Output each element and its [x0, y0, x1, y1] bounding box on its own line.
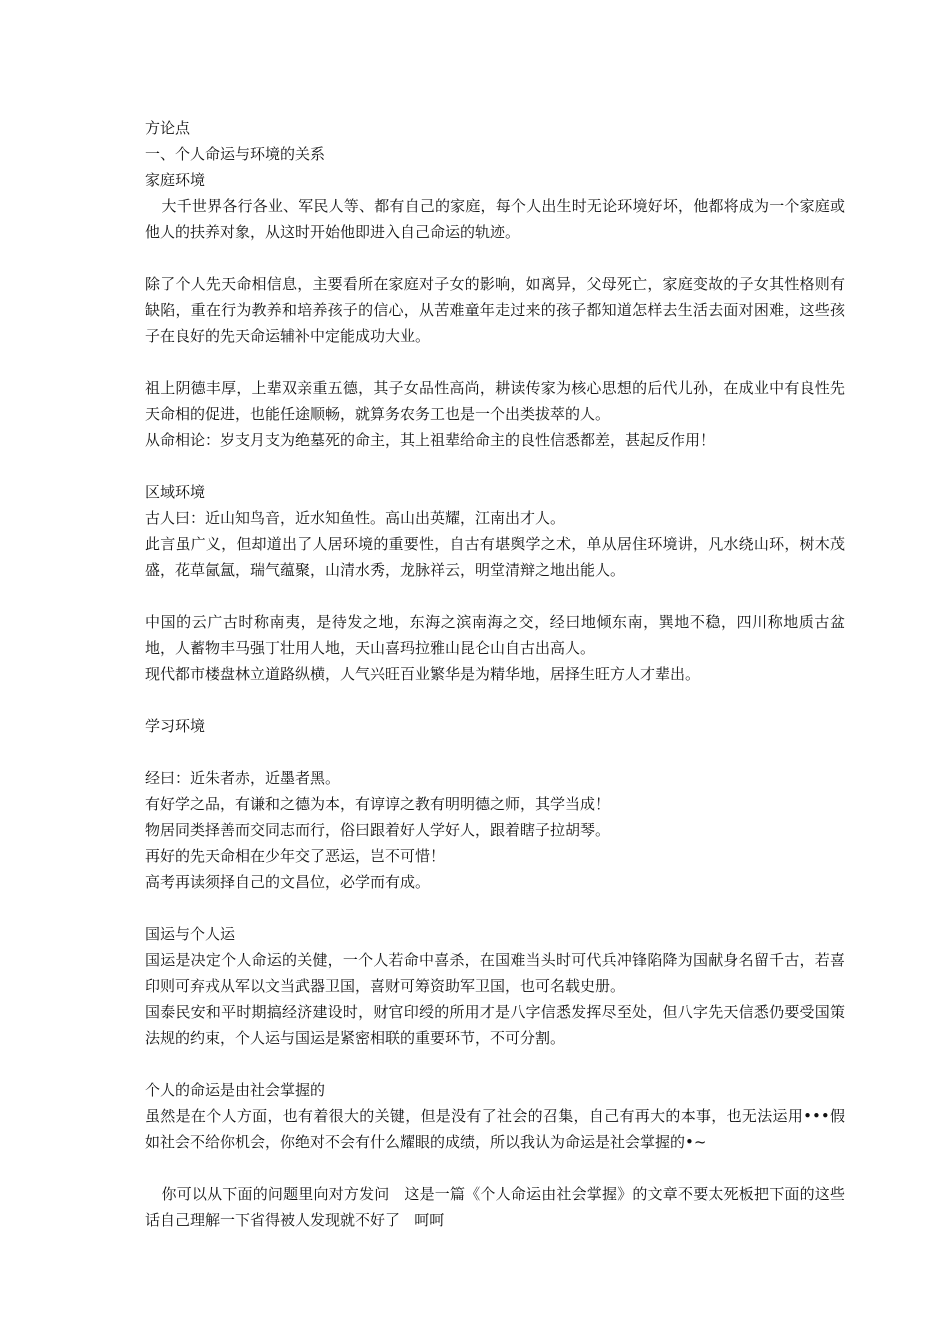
society-paragraph-1: 虽然是在个人方面，也有着很大的关键，但是没有了社会的召集，自己有再大的本事，也无法运用•••假如社会不给你机会，你绝对不会有什么耀眼的成绩，所以我认为命运是社会掌握的•~ — [145, 1107, 845, 1151]
region-paragraph-2: 此言虽广义，但却道出了人居环境的重要性，自古有堪舆学之术，单从居住环境讲，凡水绕山环，树木茂盛，花草氤氲，瑞气蕴聚，山清水秀，龙脉祥云，明堂清辩之地出能人。 — [145, 535, 845, 579]
spacer — [145, 1155, 845, 1181]
study-line-2: 有好学之品，有谦和之德为本，有谆谆之教有明明德之师，其学当成！ — [145, 795, 611, 813]
nation-paragraph-1: 国运是决定个人命运的关健，一个人若命中喜杀，在国难当头时可代兵冲锋陷降为国献身名留千古，若喜印则可弃戎从军以文当武器卫国，喜财可筹资助军卫国，也可名载史册。 — [145, 951, 845, 995]
region-paragraph-3: 中国的云广古时称南夷，是待发之地，东海之滨南海之交，经曰地倾东南，巽地不稳，四川称地质古盆地，人蓄物丰马强丁壮用人地，天山喜玛拉雅山昆仑山自古出高人。 — [145, 613, 845, 657]
study-line-1: 经曰：近朱者赤，近墨者黑。 — [145, 769, 341, 787]
document-heading: 方论点 — [145, 119, 191, 137]
closing-note: 你可以从下面的问题里向对方发问 这是一篇《个人命运由社会掌握》的文章不要太死板把下面的这些话自己理解一下省得被人发现就不好了 呵呵 — [145, 1185, 845, 1229]
spacer — [145, 349, 845, 375]
spacer — [145, 739, 845, 765]
family-paragraph-4: 从命相论：岁支月支为绝墓死的命主，其上祖辈给命主的良性信悉都差，甚起反作用！ — [145, 431, 716, 449]
subsection-title-study: 学习环境 — [145, 717, 206, 735]
subsection-title-family: 家庭环境 — [145, 171, 206, 189]
spacer — [145, 245, 845, 271]
spacer — [145, 583, 845, 609]
spacer — [145, 895, 845, 921]
spacer — [145, 687, 845, 713]
region-paragraph-1: 古人曰：近山知鸟音，近水知鱼性。高山出英耀，江南出才人。 — [145, 509, 566, 527]
family-paragraph-3: 祖上阴德丰厚，上辈双亲重五德，其子女品性高尚，耕读传家为核心思想的后代儿孙，在成业中有良性先天命相的促进，也能任途顺畅，就算务农务工也是一个出类拔萃的人。 — [145, 379, 845, 423]
document-body — [145, 115, 845, 1233]
subsection-title-society: 个人的命运是由社会掌握的 — [145, 1081, 326, 1099]
family-paragraph-1: 大千世界各行各业、军民人等、都有自己的家庭，每个人出生时无论环境好坏，他都将成为一个家庭或他人的扶养对象，从这时开始他即进入自己命运的轨迹。 — [145, 197, 845, 241]
subsection-title-region: 区域环境 — [145, 483, 206, 501]
subsection-title-nation: 国运与个人运 — [145, 925, 236, 943]
region-paragraph-4: 现代都市楼盘林立道路纵横，人气兴旺百业繁华是为精华地，居择生旺方人才辈出。 — [145, 665, 701, 683]
study-line-4: 再好的先天命相在少年交了恶运，岂不可惜！ — [145, 847, 446, 865]
spacer — [145, 453, 845, 479]
study-line-5: 高考再读须择自己的文昌位，必学而有成。 — [145, 873, 431, 891]
study-line-3: 物居同类择善而交同志而行，俗曰跟着好人学好人，跟着瞎子拉胡琴。 — [145, 821, 611, 839]
nation-paragraph-2: 国泰民安和平时期搞经济建设时，财官印绶的所用才是八字信悉发挥尽至处，但八字先天信悉仍要受国策法规的约束，个人运与国运是紧密相联的重要环节，不可分割。 — [145, 1003, 845, 1047]
section-title: 一、个人命运与环境的关系 — [145, 145, 326, 163]
family-paragraph-2: 除了个人先天命相信息，主要看所在家庭对子女的影响，如离异，父母死亡，家庭变故的子女其性格则有缺陷，重在行为教养和培养孩子的信心，从苦难童年走过来的孩子都知道怎样去生活去面对困难，这些孩子在良好的先天命运辅补中定能成功大业。 — [145, 275, 845, 345]
spacer — [145, 1051, 845, 1077]
